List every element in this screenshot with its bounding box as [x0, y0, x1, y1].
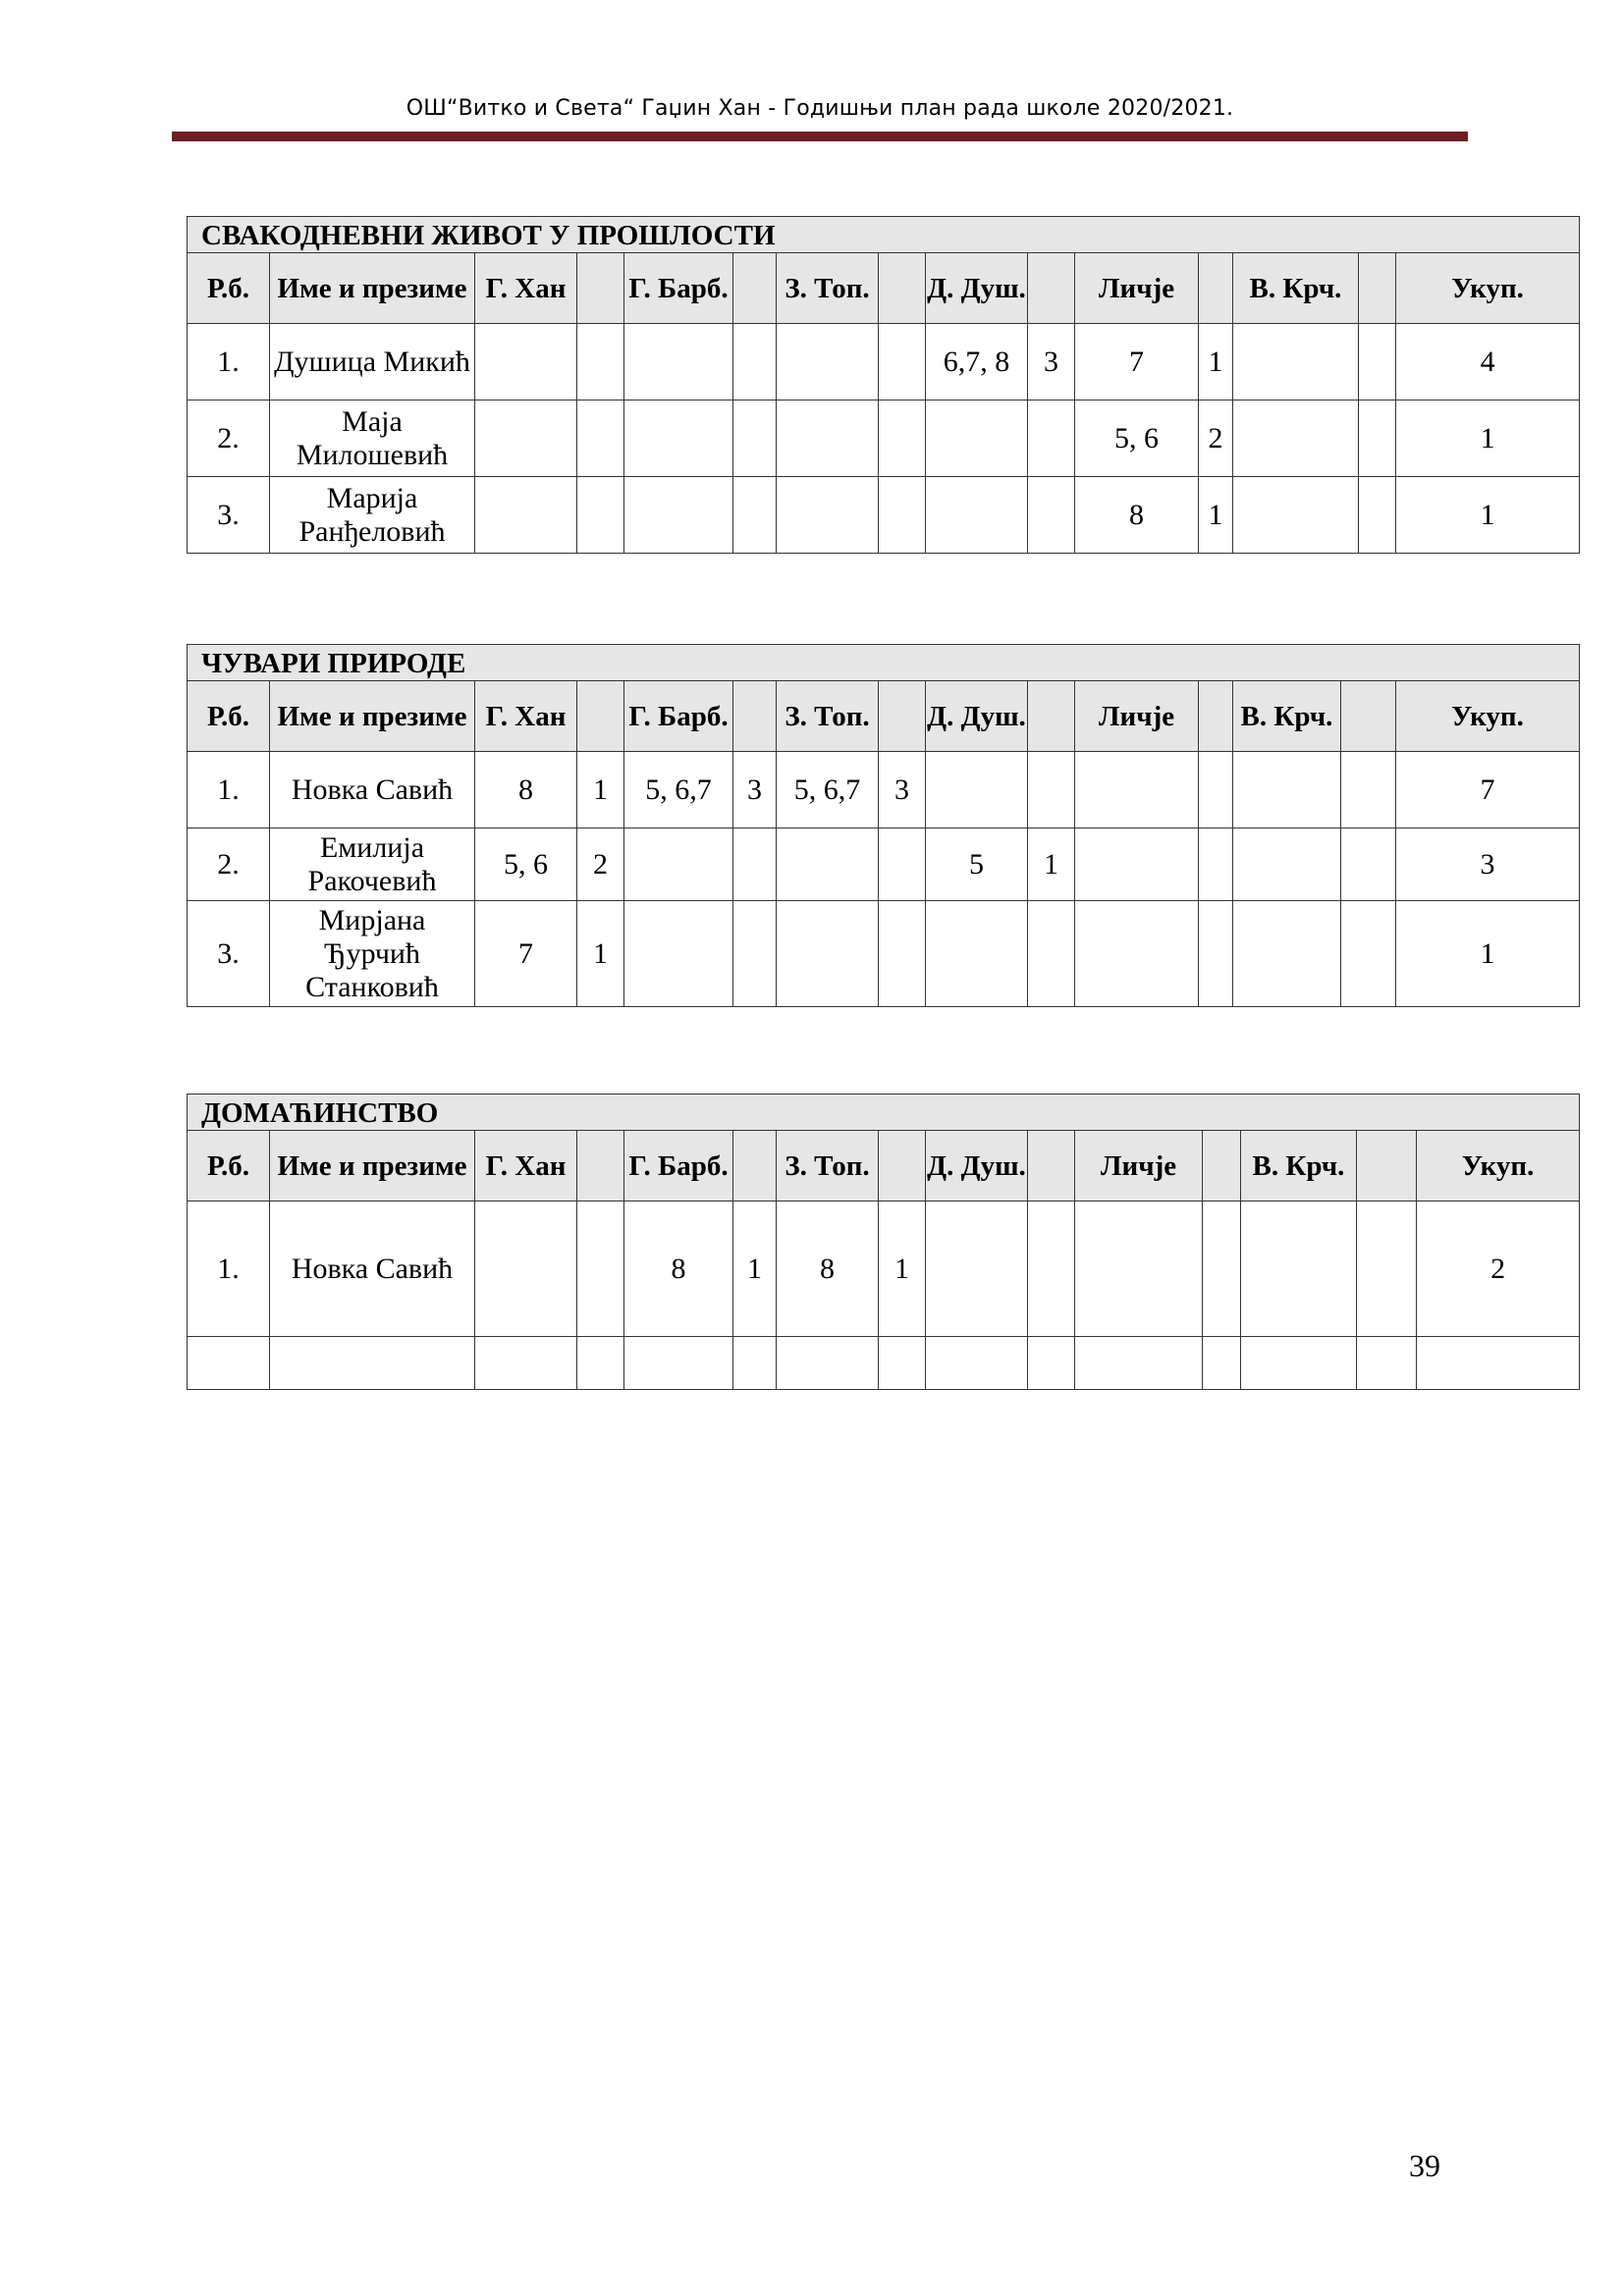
table-domacinstvo: [187, 1094, 1580, 1390]
cell: [624, 324, 733, 400]
cell: [926, 1337, 1028, 1390]
cell: [1359, 400, 1396, 477]
cell: [475, 400, 577, 477]
col-header: Укуп.: [1417, 1131, 1580, 1201]
page-number: 39: [1409, 2148, 1440, 2183]
cell: 1: [1396, 400, 1580, 477]
table-header-row: [188, 253, 1580, 324]
col-header: Личје: [1075, 681, 1199, 752]
cell: [1233, 477, 1359, 554]
cell: Маја Милошевић: [270, 400, 475, 477]
cell: [577, 1337, 624, 1390]
col-header: Р.б.: [188, 1131, 270, 1201]
col-header: З. Топ.: [777, 681, 879, 752]
cell: [777, 477, 879, 554]
cell: [1028, 477, 1075, 554]
table-row: [188, 1337, 1580, 1390]
cell: 1: [1396, 901, 1580, 1007]
col-header: Р.б.: [188, 681, 270, 752]
cell: 2: [577, 828, 624, 901]
cell: [1357, 1337, 1417, 1390]
col-header: В. Крч.: [1241, 1131, 1357, 1201]
col-header: Г. Хан: [475, 253, 577, 324]
cell: [1357, 1201, 1417, 1337]
cell: Душица Микић: [270, 324, 475, 400]
col-header: В. Крч.: [1233, 253, 1359, 324]
cell: [1028, 901, 1075, 1007]
cell: 6,7, 8: [926, 324, 1028, 400]
cell: [1359, 477, 1396, 554]
cell: [926, 901, 1028, 1007]
cell: [1028, 400, 1075, 477]
cell: [926, 477, 1028, 554]
cell: [1199, 752, 1233, 828]
col-header: [1359, 253, 1396, 324]
cell: 8: [1075, 477, 1199, 554]
cell: Новка Савић: [270, 752, 475, 828]
cell: 1.: [188, 1201, 270, 1337]
cell: 1: [1199, 477, 1233, 554]
cell: 1: [577, 752, 624, 828]
cell: 2: [1417, 1201, 1580, 1337]
col-header: Личје: [1075, 253, 1199, 324]
cell: 3: [733, 752, 777, 828]
table-header-row: [188, 681, 1580, 752]
cell: [777, 901, 879, 1007]
table-row: [188, 324, 1580, 400]
col-header: Д. Душ.: [926, 253, 1028, 324]
cell: [1028, 1201, 1075, 1337]
cell: [624, 400, 733, 477]
table-title: СВАКОДНЕВНИ ЖИВОТ У ПРОШЛОСТИ: [188, 217, 1580, 253]
cell: 8: [475, 752, 577, 828]
cell: [1233, 828, 1341, 901]
table-header-row: [188, 1131, 1580, 1201]
cell: [879, 1337, 926, 1390]
cell: [1233, 324, 1359, 400]
col-header: [1199, 681, 1233, 752]
col-header: Име и презиме: [270, 253, 475, 324]
cell: [1075, 1201, 1203, 1337]
col-header: [577, 1131, 624, 1201]
col-header: Личје: [1075, 1131, 1203, 1201]
header-rule: [172, 132, 1468, 141]
col-header: Укуп.: [1396, 681, 1580, 752]
cell: [1075, 828, 1199, 901]
cell: 3.: [188, 901, 270, 1007]
cell: Мирјана Ђурчић Станковић: [270, 901, 475, 1007]
cell: [733, 400, 777, 477]
table-row: [188, 1201, 1580, 1337]
cell: [777, 400, 879, 477]
col-header: [1028, 681, 1075, 752]
cell: [879, 828, 926, 901]
col-header: З. Топ.: [777, 253, 879, 324]
cell: 8: [624, 1201, 733, 1337]
cell: 1.: [188, 752, 270, 828]
cell: 3: [1396, 828, 1580, 901]
cell: 1: [1028, 828, 1075, 901]
cell: [475, 324, 577, 400]
cell: [1028, 752, 1075, 828]
cell: [624, 477, 733, 554]
table-cuvari-prirode: [187, 644, 1580, 1007]
table-title: ДОМАЋИНСТВО: [188, 1095, 1580, 1131]
cell: [577, 400, 624, 477]
cell: 1: [577, 901, 624, 1007]
col-header: [733, 1131, 777, 1201]
table-svakodnevni-zivot: [187, 216, 1580, 554]
col-header: Г. Барб.: [624, 681, 733, 752]
cell: [777, 324, 879, 400]
cell: [926, 400, 1028, 477]
cell: [733, 324, 777, 400]
table-row: [188, 752, 1580, 828]
col-header: Г. Барб.: [624, 1131, 733, 1201]
cell: 1: [879, 1201, 926, 1337]
cell: [1341, 752, 1396, 828]
cell: [1203, 1337, 1241, 1390]
col-header: [1357, 1131, 1417, 1201]
cell: [624, 828, 733, 901]
cell: 5: [926, 828, 1028, 901]
col-header: Р.б.: [188, 253, 270, 324]
cell: 3: [1028, 324, 1075, 400]
cell: 3: [879, 752, 926, 828]
col-header: [1199, 253, 1233, 324]
cell: [1075, 752, 1199, 828]
col-header: Г. Хан: [475, 681, 577, 752]
cell: [475, 1201, 577, 1337]
cell: 2.: [188, 400, 270, 477]
col-header: [1203, 1131, 1241, 1201]
col-header: З. Топ.: [777, 1131, 879, 1201]
cell: 1: [1199, 324, 1233, 400]
cell: [1241, 1201, 1357, 1337]
cell: [1241, 1337, 1357, 1390]
cell: Марија Ранђеловић: [270, 477, 475, 554]
cell: [1417, 1337, 1580, 1390]
cell: 7: [1075, 324, 1199, 400]
cell: [777, 1337, 879, 1390]
cell: [1359, 324, 1396, 400]
cell: 5, 6,7: [777, 752, 879, 828]
cell: [1233, 400, 1359, 477]
cell: [577, 477, 624, 554]
cell: [1199, 901, 1233, 1007]
cell: 4: [1396, 324, 1580, 400]
cell: [624, 1337, 733, 1390]
cell: 1.: [188, 324, 270, 400]
cell: [879, 324, 926, 400]
table-row: [188, 400, 1580, 477]
cell: [1028, 1337, 1075, 1390]
cell: [733, 901, 777, 1007]
col-header: [1341, 681, 1396, 752]
col-header: [879, 1131, 926, 1201]
cell: [777, 828, 879, 901]
col-header: [577, 253, 624, 324]
cell: [733, 1337, 777, 1390]
col-header: Г. Хан: [475, 1131, 577, 1201]
cell: [577, 324, 624, 400]
cell: [733, 477, 777, 554]
cell: [1199, 828, 1233, 901]
cell: Новка Савић: [270, 1201, 475, 1337]
cell: 5, 6: [475, 828, 577, 901]
cell: [926, 752, 1028, 828]
table-row: [188, 901, 1580, 1007]
cell: 1: [733, 1201, 777, 1337]
cell: [1341, 828, 1396, 901]
cell: 2: [1199, 400, 1233, 477]
cell: 5, 6: [1075, 400, 1199, 477]
col-header: [879, 681, 926, 752]
cell: [1233, 901, 1341, 1007]
cell: 2.: [188, 828, 270, 901]
cell: [879, 400, 926, 477]
cell: [475, 477, 577, 554]
cell: [270, 1337, 475, 1390]
cell: [577, 1201, 624, 1337]
table-title: ЧУВАРИ ПРИРОДЕ: [188, 645, 1580, 681]
col-header: [733, 681, 777, 752]
table-row: [188, 477, 1580, 554]
cell: 7: [1396, 752, 1580, 828]
col-header: Д. Душ.: [926, 681, 1028, 752]
col-header: В. Крч.: [1233, 681, 1341, 752]
page-header: ОШ“Витко и Света“ Гаџин Хан - Годишњи план рада школе 2020/2021.: [406, 96, 1234, 121]
col-header: [733, 253, 777, 324]
table-row: [188, 828, 1580, 901]
col-header: Име и презиме: [270, 681, 475, 752]
cell: [879, 477, 926, 554]
cell: [624, 901, 733, 1007]
col-header: Г. Барб.: [624, 253, 733, 324]
cell: [188, 1337, 270, 1390]
col-header: [879, 253, 926, 324]
cell: 8: [777, 1201, 879, 1337]
col-header: [577, 681, 624, 752]
cell: [475, 1337, 577, 1390]
cell: 1: [1396, 477, 1580, 554]
col-header: [1028, 253, 1075, 324]
col-header: Д. Душ.: [926, 1131, 1028, 1201]
cell: [1075, 1337, 1203, 1390]
cell: [1341, 901, 1396, 1007]
col-header: Име и презиме: [270, 1131, 475, 1201]
col-header: Укуп.: [1396, 253, 1580, 324]
cell: 3.: [188, 477, 270, 554]
cell: [1075, 901, 1199, 1007]
cell: 5, 6,7: [624, 752, 733, 828]
cell: Емилија Ракочевић: [270, 828, 475, 901]
col-header: [1028, 1131, 1075, 1201]
cell: [879, 901, 926, 1007]
cell: [926, 1201, 1028, 1337]
cell: [733, 828, 777, 901]
cell: [1233, 752, 1341, 828]
cell: [1203, 1201, 1241, 1337]
cell: 7: [475, 901, 577, 1007]
